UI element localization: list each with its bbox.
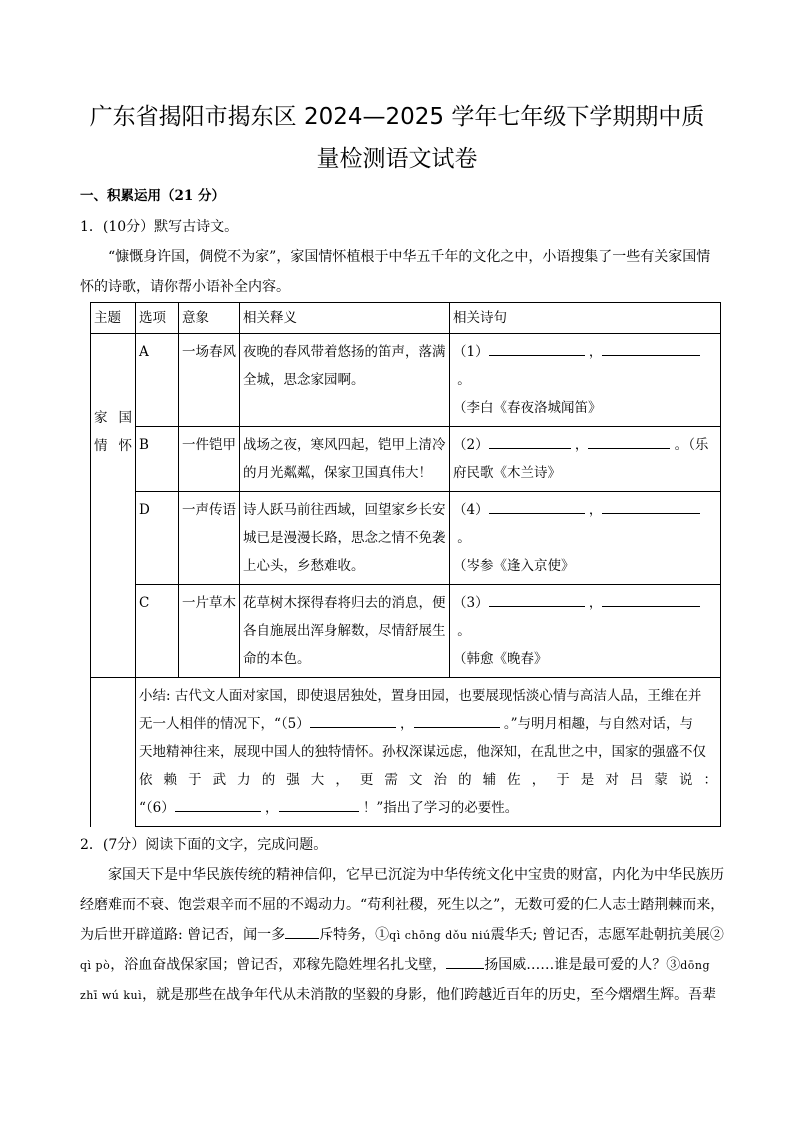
poem-table xyxy=(90,302,721,827)
imagery-cell: 一场春风 xyxy=(179,334,240,427)
pinyin-3-cont: zhī wú kuì xyxy=(80,989,143,1002)
passage-line-5: zhī wú kuì，就是那些在战争年代从未消散的坚毅的身影，他们跨越近百年的历史，至今熠熠生辉。吾辈 xyxy=(80,987,717,1003)
blank-number: （2） xyxy=(453,437,489,453)
exam-title xyxy=(60,96,734,180)
question-2-heading: 2．(7分）阅读下面的文字，完成问题。 xyxy=(80,837,328,853)
theme-text: 家国情怀 xyxy=(94,410,132,454)
verse-cell: （4） ， 。 （岑参《逢入京使》 xyxy=(450,492,721,585)
answer-blank[interactable] xyxy=(489,434,571,449)
verse-source: （李白《春夜洛城闻笛》 xyxy=(453,400,602,416)
section-heading: 一、积累运用（21 分） xyxy=(80,188,225,204)
verse-source: （岑参《逢入京使》 xyxy=(453,558,575,574)
answer-blank[interactable] xyxy=(414,713,500,728)
summary-line-3: 天地精神往来，展现中国人的独特情怀。孙权深谋远虑，他深知，在乱世之中，国家的强盛不仅 xyxy=(139,744,706,760)
table-header-row xyxy=(91,303,721,334)
verse-source: （乐府民歌《木兰诗》 xyxy=(453,437,709,481)
option-cell: A xyxy=(136,334,179,427)
option-cell: B xyxy=(136,427,179,492)
passage-line-1: 家国天下是中华民族传统的精神信仰，它早已沉淀为中华传统文化中宝贵的财富，内化为中华民族历 xyxy=(108,867,724,883)
header-explanation: 相关释义 xyxy=(240,303,450,334)
answer-blank[interactable] xyxy=(489,592,585,607)
title-line-2: 量检测语文试卷 xyxy=(316,146,478,172)
passage-line-3: 为后世开辟道路: 曾记否，闻一多 斥特务，①qì chōng dǒu niú震华夭; 曾记否，志愿军赴朝抗美展② xyxy=(80,920,720,951)
verse-cell: （2） ， 。（乐府民歌《木兰诗》 xyxy=(450,427,721,492)
pinyin-3: dōng xyxy=(680,959,711,972)
imagery-cell: 一声传语 xyxy=(179,492,240,585)
pinyin-1: qì chōng dǒu niú xyxy=(389,929,491,942)
question-1-intro-line-2: 怀的诗歌，请你帮小语补全内容。 xyxy=(80,279,290,295)
header-imagery: 意象 xyxy=(179,303,240,334)
header-theme: 主题 xyxy=(91,303,136,334)
option-cell: C xyxy=(136,585,179,678)
fill-blank[interactable] xyxy=(446,954,484,969)
option-cell: D xyxy=(136,492,179,585)
header-option: 选项 xyxy=(136,303,179,334)
blank-number: （4） xyxy=(453,502,489,518)
summary-line-5: “（6） ， ！”指出了学习的必要性。 xyxy=(139,794,717,822)
table-row xyxy=(91,585,721,678)
explanation-cell: 夜晚的春风带着悠扬的笛声，落满全城，思念家园啊。 xyxy=(240,334,450,427)
empty-cell xyxy=(91,678,136,827)
pinyin-2: qì pò xyxy=(80,959,111,972)
blank-number: （3） xyxy=(453,595,489,611)
imagery-cell: 一片草木 xyxy=(179,585,240,678)
fill-blank[interactable] xyxy=(285,924,319,939)
verse-cell: （1） ， 。 （李白《春夜洛城闻笛》 xyxy=(450,334,721,427)
answer-blank[interactable] xyxy=(588,434,670,449)
explanation-cell: 花草树木探得春将归去的消息，便各自施展出浑身解数，尽情舒展生命的本色。 xyxy=(240,585,450,678)
verse-cell: （3） ， 。 （韩愈《晚春》 xyxy=(450,585,721,678)
explanation-cell: 诗人跃马前往西域，回望家乡长安城已是漫漫长路，思念之情不免袭上心头，乡愁难收。 xyxy=(240,492,450,585)
header-verse: 相关诗句 xyxy=(450,303,721,334)
blank-number: （1） xyxy=(453,344,489,360)
answer-blank[interactable] xyxy=(175,797,261,812)
answer-blank[interactable] xyxy=(602,341,700,356)
summary-cell xyxy=(136,678,721,827)
question-1-intro-line-1: “慷慨身许国，倜傥不为家”，家国情怀植根于中华五千年的文化之中，小语搜集了一些有关家国情 xyxy=(108,249,711,265)
answer-blank[interactable] xyxy=(279,797,359,812)
theme-cell xyxy=(91,334,136,678)
imagery-cell: 一件铠甲 xyxy=(179,427,240,492)
explanation-cell: 战场之夜，寒风四起，铠甲上清冷的月光粼粼，保家卫国真伟大！ xyxy=(240,427,450,492)
answer-blank[interactable] xyxy=(602,499,700,514)
answer-blank[interactable] xyxy=(310,713,396,728)
verse-source: （韩愈《晚春》 xyxy=(453,651,548,667)
table-row xyxy=(91,427,721,492)
passage-line-2: 经磨难而不衰、饱尝艰辛而不屈的不竭动力。“苟利社稷，死生以之”，无数可爱的仁人志士踏荆棘而来， xyxy=(80,897,725,913)
summary-row xyxy=(91,678,721,827)
question-1-heading: 1．(10分）默写古诗文。 xyxy=(80,219,239,235)
title-line-1: 广东省揭阳市揭东区 2024—2025 学年七年级下学期期中质 xyxy=(89,104,705,130)
passage-line-4: qì pò，浴血奋战保家国；曾记否，邓稼先隐姓埋名扎戈壁， 扬国威……谁是最可爱的人？③dōng xyxy=(80,950,720,981)
table-row xyxy=(91,334,721,427)
summary-line-1: 小结: 古代文人面对家国，即使退居独处，置身田园，也要展现恬淡心情与高洁人品，王维在并 xyxy=(139,688,702,704)
summary-line-2: 无一人相伴的情况下，“（5） ， 。”与明月相趣，与自然对话，与 xyxy=(139,710,717,738)
answer-blank[interactable] xyxy=(602,592,700,607)
summary-line-4: 依赖于武力的强大，更需文治的辅佐，于是对吕蒙说： xyxy=(139,772,717,788)
table-row xyxy=(91,492,721,585)
answer-blank[interactable] xyxy=(489,341,585,356)
answer-blank[interactable] xyxy=(489,499,585,514)
